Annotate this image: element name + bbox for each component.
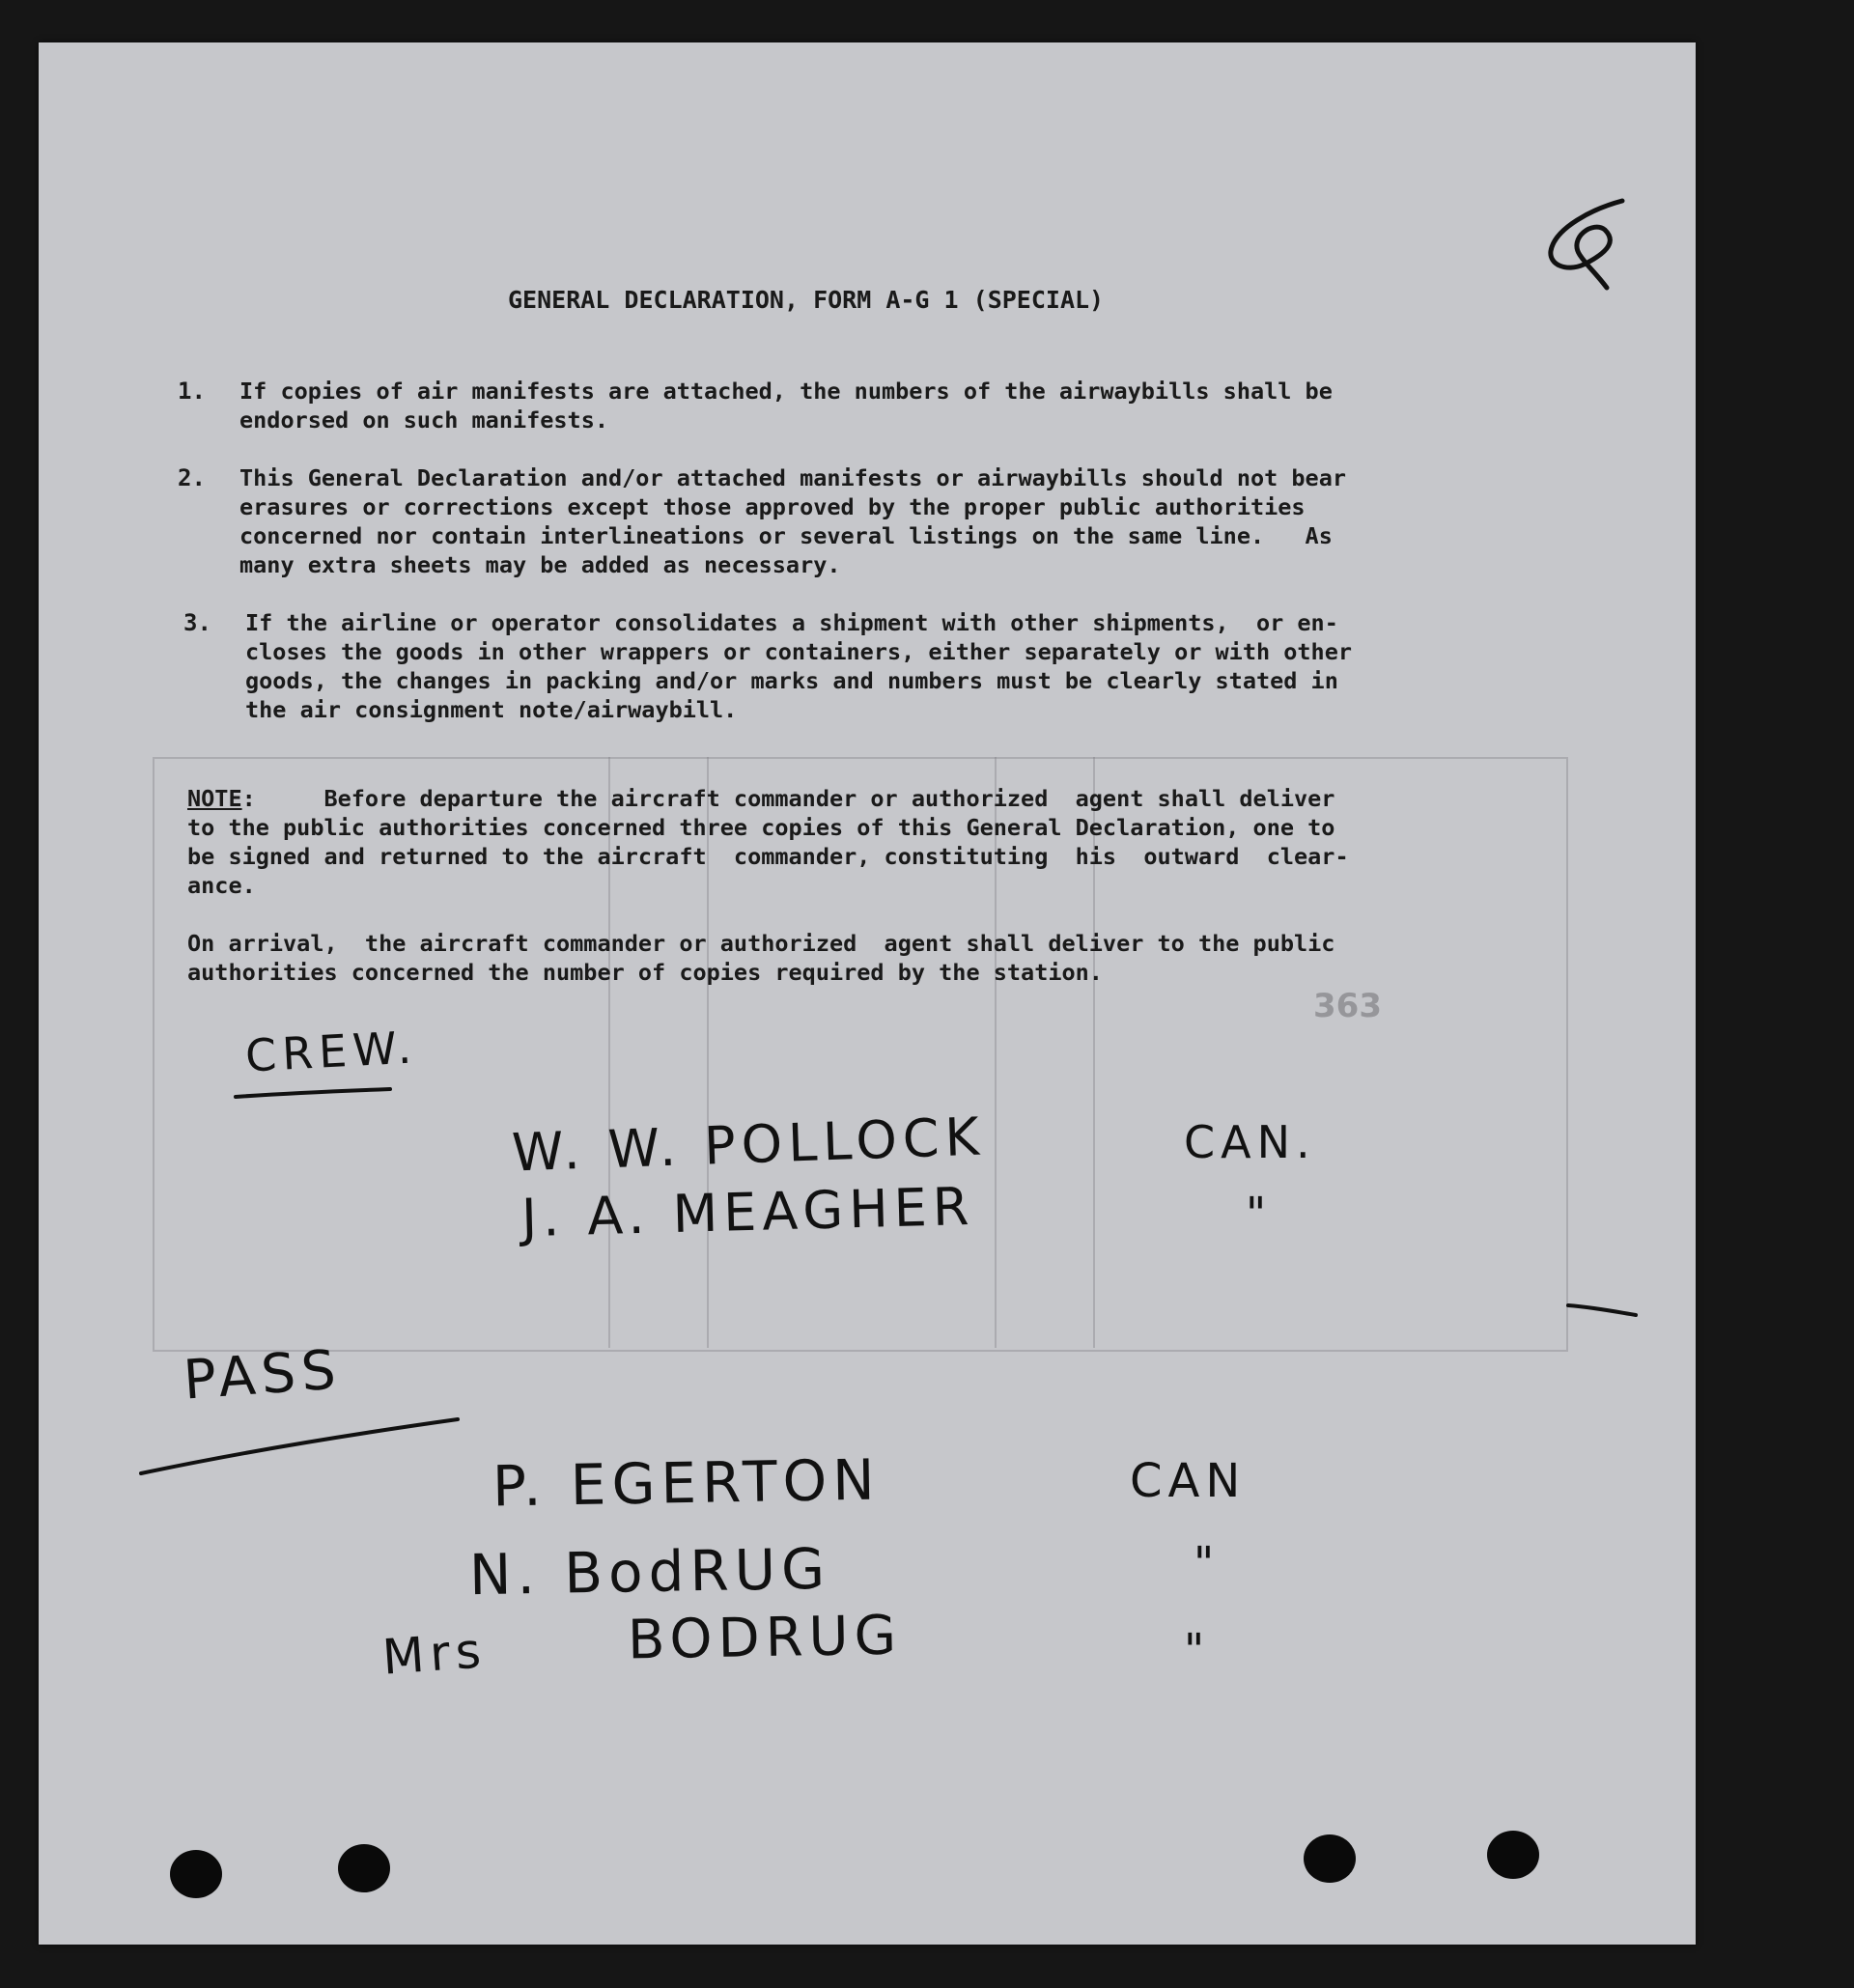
item-2-line-1: This General Declaration and/or attached manifests or airwaybills should not bear [239, 464, 1347, 491]
item-1-line-2: endorsed on such manifests. [239, 406, 609, 434]
item-number: 3. [183, 609, 211, 636]
document-title: GENERAL DECLARATION, FORM A-G 1 (SPECIAL) [508, 286, 1105, 314]
note-first-line: : Before departure the aircraft commander or authorized agent shall deliver [241, 785, 1335, 812]
item-1-line-1: If copies of air manifests are attached, the numbers of the airwaybills shall be [239, 378, 1333, 405]
crew-nationality-2: " [1246, 1188, 1273, 1240]
document-sheet [39, 42, 1696, 1945]
note-line-2: to the public authorities concerned three copies of this General Declaration, one to [187, 814, 1335, 841]
note-label: NOTE [187, 785, 242, 812]
crew-heading: CREW. [243, 1021, 419, 1082]
arrival-line-2: authorities concerned the number of copies required by the station. [187, 959, 1103, 986]
item-3-line-2: closes the goods in other wrappers or containers, either separately or with other [245, 638, 1353, 665]
passenger-nationality-2: " [1194, 1537, 1221, 1589]
item-number: 2. [178, 464, 206, 491]
crew-underline [232, 1085, 396, 1105]
arrival-line-1: On arrival, the aircraft commander or authorized agent shall deliver to the public [187, 930, 1335, 957]
item-number: 1. [178, 378, 206, 405]
passenger-name-1: P. EGERTON [492, 1446, 882, 1520]
item-2-line-4: many extra sheets may be added as necessary. [239, 551, 841, 578]
passenger-name-3: BODRUG [627, 1604, 903, 1672]
pass-underline [135, 1414, 464, 1481]
punch-hole [1304, 1834, 1356, 1883]
crew-name-1: W. W. POLLOCK [511, 1106, 986, 1184]
note-line-3: be signed and returned to the aircraft commander, constituting his outward clear- [187, 843, 1349, 870]
crew-nationality-1: CAN. [1184, 1116, 1316, 1168]
stamp-number: 363 [1313, 987, 1382, 1025]
item-3-line-1: If the airline or operator consolidates a shipment with other shipments, or en- [245, 609, 1338, 636]
punch-hole [1487, 1831, 1539, 1879]
note-line-1 [187, 784, 1334, 813]
passenger-nationality-1: CAN [1130, 1454, 1247, 1508]
edge-mark-icon [1564, 1298, 1642, 1321]
item-2-line-2: erasures or corrections except those approved by the proper public authorities [239, 493, 1306, 520]
item-3-line-4: the air consignment note/airwaybill. [245, 696, 738, 723]
item-3-line-3: goods, the changes in packing and/or marks and numbers must be clearly stated in [245, 667, 1338, 694]
passenger-nationality-3: " [1184, 1624, 1211, 1676]
item-2-line-3: concerned nor contain interlineations or several listings on the same line. As [239, 522, 1333, 549]
passenger-name-2: N. BodRUG [468, 1535, 831, 1609]
pass-heading: PASS [181, 1338, 344, 1413]
corner-mark-icon [1526, 187, 1642, 294]
passenger-prefix-3: Mrs [380, 1622, 489, 1686]
punch-hole [338, 1844, 390, 1892]
note-line-4: ance. [187, 872, 256, 899]
punch-hole [170, 1850, 222, 1898]
crew-name-2: J. A. MEAGHER [520, 1175, 976, 1249]
